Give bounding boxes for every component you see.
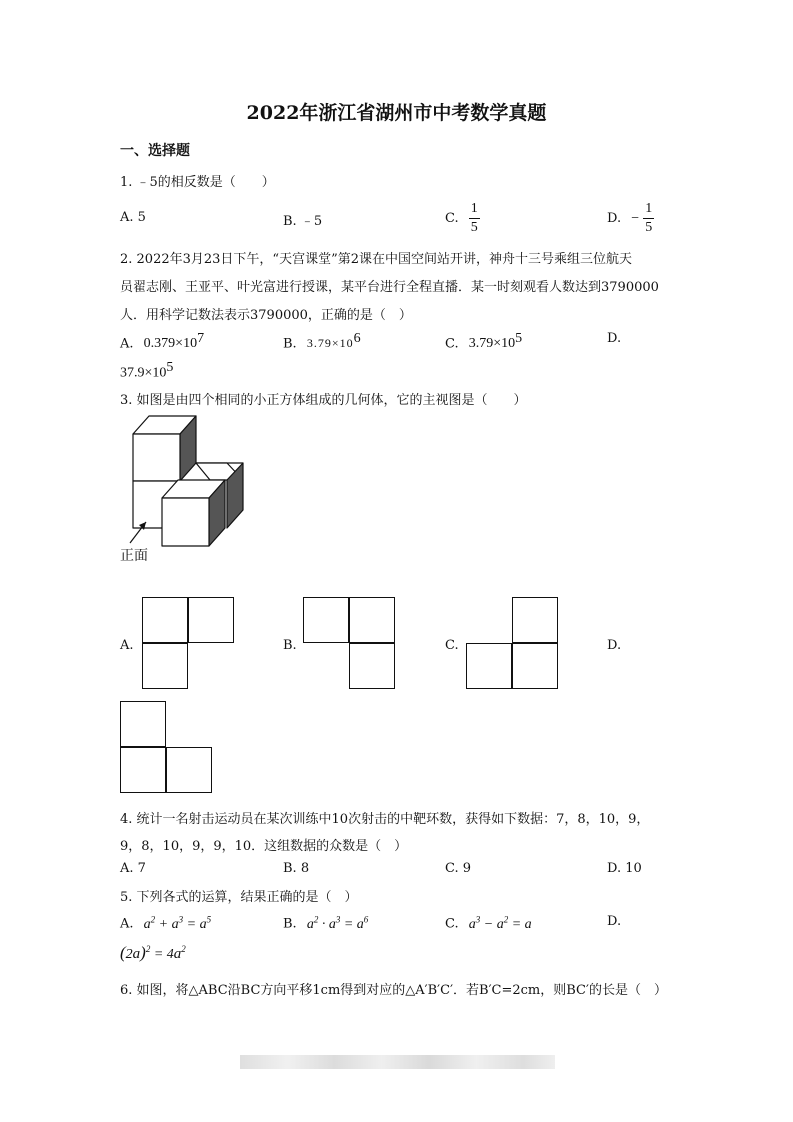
- grid-square: [512, 643, 558, 689]
- math-expression: $a^2 + a^3 = a^5$: [143, 914, 212, 932]
- grid-square: [188, 597, 234, 643]
- grid-square: [142, 597, 188, 643]
- fraction-numerator: 1: [643, 200, 654, 219]
- q4-option-a: A. 7: [120, 861, 146, 876]
- grid-square: [166, 747, 212, 793]
- option-label: A.: [120, 336, 134, 352]
- math-expression: $a^3 - a^2 = a$: [468, 914, 532, 932]
- option-label: A.: [120, 916, 134, 932]
- question-4-line-2: 9，8，10，9，9，10．这组数据的众数是（ ）: [120, 839, 408, 854]
- q5-option-d: [120, 943, 186, 963]
- q3-option-b-label: B.: [283, 638, 297, 653]
- q2-option-d-label: D.: [607, 331, 622, 346]
- q5-option-c: [445, 914, 532, 933]
- cube-solid-figure: [118, 408, 253, 553]
- q1-option-c: [445, 200, 480, 237]
- fraction: [469, 200, 480, 237]
- math-expression: 3.79×10: [306, 336, 354, 351]
- math-expression: 3.79×10: [468, 336, 516, 352]
- q1-option-d-label: D.: [607, 211, 622, 226]
- q4-option-c: C. 9: [445, 861, 472, 876]
- exponent: 5: [166, 360, 174, 375]
- q1-option-a: A. 5: [120, 210, 146, 225]
- front-view-label: 正面: [120, 548, 148, 564]
- option-label: C.: [445, 336, 459, 352]
- fraction-numerator: 1: [469, 200, 480, 219]
- grid-square: [120, 701, 166, 747]
- q5-option-d-label: D.: [607, 914, 622, 929]
- grid-square: [349, 597, 395, 643]
- question-2-line-2: 员翟志刚、王亚平、叶光富进行授课，某平台进行全程直播．某一时刻观看人数达到3790000: [120, 280, 659, 295]
- fraction-denominator: 5: [470, 220, 478, 235]
- fraction: [643, 200, 654, 237]
- math-expression: 0.379×10: [143, 336, 198, 352]
- question-3-stem: 3. 如图是由四个相同的小正方体组成的几何体，它的主视图是（ ）: [120, 393, 527, 408]
- exponent: 7: [197, 331, 205, 346]
- q4-option-d: D. 10: [607, 861, 642, 876]
- q3-option-a-label: A.: [120, 638, 134, 653]
- q1-option-c-label: C.: [445, 211, 459, 226]
- grid-square: [142, 643, 188, 689]
- q2-option-c: [445, 331, 522, 352]
- q2-option-b: [283, 331, 361, 351]
- grid-square: [303, 597, 349, 643]
- grid-square: [120, 747, 166, 793]
- blurred-footer-watermark: [240, 1055, 555, 1069]
- question-5-stem: 5. 下列各式的运算，结果正确的是（ ）: [120, 890, 358, 905]
- grid-square: [466, 643, 512, 689]
- q2-option-d: [120, 360, 173, 381]
- math-expression: $(2a)^2 = 4a^2$: [120, 943, 186, 962]
- q2-option-a: [120, 331, 204, 352]
- q5-option-a: [120, 914, 211, 933]
- math-expression: $a^2 \cdot a^3 = a^6$: [306, 914, 369, 932]
- exponent: 6: [353, 331, 361, 346]
- q5-option-b: [283, 914, 368, 933]
- question-4-line-1: 4. 统计一名射击运动员在某次训练中10次射击的中靶环数，获得如下数据：7，8，10，9，: [120, 812, 650, 827]
- option-label: B.: [283, 336, 297, 352]
- q1-option-b: B. ﹣5: [283, 214, 323, 229]
- option-label: B.: [283, 916, 297, 932]
- q1-option-d: [607, 200, 654, 237]
- q3-option-d-label: D.: [607, 638, 622, 653]
- q3-option-c-label: C.: [445, 638, 459, 653]
- q4-option-b: B. 8: [283, 861, 310, 876]
- fraction-denominator: 5: [645, 220, 653, 235]
- question-2-line-3: 人．用科学记数法表示3790000，正确的是（ ）: [120, 308, 412, 323]
- exponent: 5: [515, 331, 523, 346]
- question-6-stem: 6. 如图，将△ABC沿BC方向平移1cm得到对应的△A′B′C′．若B′C=2cm，则BC′的长是（ ）: [120, 983, 667, 998]
- page-title: 2022年浙江省湖州市中考数学真题: [246, 102, 547, 124]
- section-heading: 一、选择题: [120, 143, 190, 159]
- minus-sign: −: [631, 210, 640, 226]
- math-expression: 37.9×10: [120, 365, 167, 381]
- option-label: C.: [445, 916, 459, 932]
- grid-square: [512, 597, 558, 643]
- grid-square: [349, 643, 395, 689]
- question-2-line-1: 2. 2022年3月23日下午，“天宫课堂”第2课在中国空间站开讲，神舟十三号乘组三位航天: [120, 252, 632, 267]
- question-1-stem: 1. ﹣5的相反数是（ ）: [120, 175, 275, 190]
